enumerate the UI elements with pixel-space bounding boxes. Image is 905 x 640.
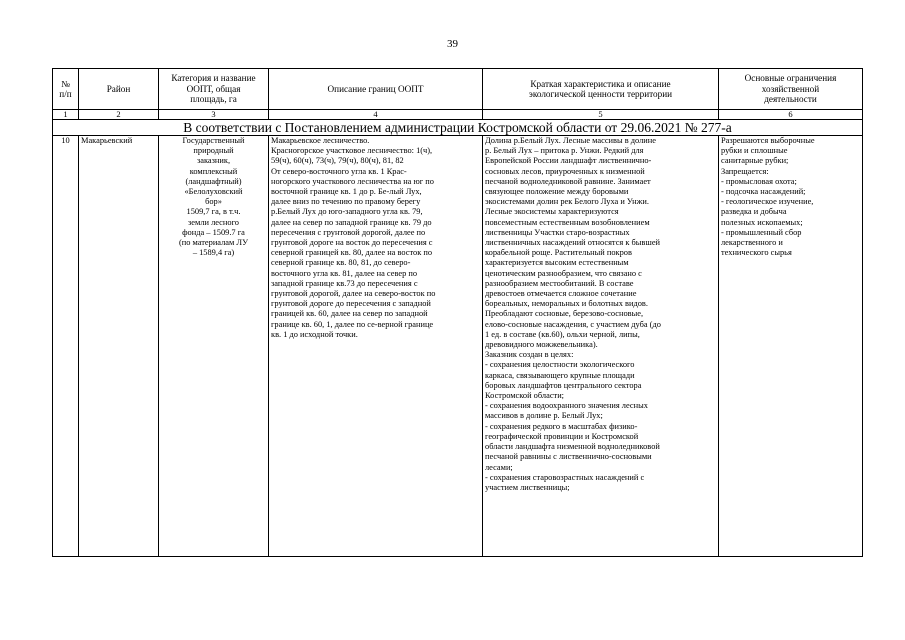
text-line: грунтовой дорогой, далее на северо-восток по	[271, 289, 436, 299]
text-line: лиственницы Участки старо-возрастных	[485, 227, 630, 237]
text-line: песчаной равнины с лиственнично-сосновыми	[485, 452, 652, 462]
column-numbers-row	[53, 110, 863, 120]
text-line: сосновых лесов, приуроченных к низменной	[485, 166, 645, 176]
text-line: лесами;	[485, 462, 513, 472]
header-line: деятельности	[764, 94, 817, 105]
text-line: пересечения с грунтовой дорогой, далее по	[271, 227, 426, 237]
boundaries-cell	[269, 136, 483, 557]
text-line: кв. 1 до исходной точки.	[271, 329, 358, 339]
protected-areas-table	[52, 68, 863, 557]
text-line: боровых ландшафтов центрального сектора	[485, 380, 642, 390]
text-line: лекарственного и	[721, 238, 783, 248]
text-line: комплексный	[189, 166, 238, 176]
text-line: р.Белый Лух до юго-западного угла кв. 79,	[271, 207, 423, 217]
header-line: Краткая характеристика и описание	[530, 78, 671, 89]
column-number: 2	[79, 110, 159, 120]
header-line: площадь, га	[190, 94, 237, 105]
text-line: восточного угла кв. 81, далее на север по	[271, 268, 418, 278]
header-line: Основные ограничения	[744, 73, 837, 84]
text-line: восточной границе кв. 1 до р. Бе-лый Лух,	[271, 187, 422, 197]
text-line: ногорского участкового лесничества на юг по	[271, 176, 434, 186]
text-line: массивов в долине р. Белый Лух;	[485, 411, 603, 421]
header-characteristics	[483, 69, 719, 110]
text-line: санитарные рубки;	[721, 156, 789, 166]
text-line: Запрещается:	[721, 166, 769, 176]
column-number: 6	[719, 110, 863, 120]
table-row	[53, 136, 863, 557]
header-line: п/п	[59, 89, 72, 99]
column-number: 5	[483, 110, 719, 120]
text-line: лиственничных насаждений относятся к бывшей	[485, 238, 661, 248]
text-line: ценотическим разнообразием, что связано с	[485, 268, 642, 278]
text-line: древостоев отмечается сложное сочетание	[485, 289, 637, 299]
district-cell: Макарьевский	[79, 136, 159, 557]
header-num	[53, 69, 79, 110]
text-line: области ландшафта низменной водноледниковой	[485, 442, 660, 452]
text-line: технического сырья	[721, 248, 792, 258]
text-line: грунтовой дороге до пересечения с западной	[271, 299, 431, 309]
text-line: заказник,	[196, 156, 231, 166]
text-line: характеризуется высоким естественным	[485, 258, 629, 268]
text-line: Макарьевское лесничество.	[271, 136, 370, 145]
text-line: – 1589,4 га)	[192, 248, 235, 258]
text-line: далее вниз по течению по правому берегу	[271, 197, 421, 207]
header-line: ООПТ, общая	[186, 83, 241, 94]
category-cell	[159, 136, 269, 557]
text-line: границей кв. 60, далее на север по западной	[271, 309, 428, 319]
text-line: - сохранения водоохранного значения лесных	[485, 401, 648, 411]
text-line: - промысловая охота;	[721, 176, 797, 186]
text-line: - подсочка насаждений;	[721, 187, 806, 197]
column-number: 4	[269, 110, 483, 120]
text-line: - сохранения редкого в масштабах физико-	[485, 421, 638, 431]
header-line: №	[61, 78, 70, 89]
text-line: связующее положение между боровыми	[485, 187, 629, 197]
text-line: повсеместным естественным возобновлением	[485, 217, 650, 227]
table-header-row	[53, 69, 863, 110]
text-line: северной границей кв. 80, далее на восток по	[271, 248, 433, 258]
text-line: Красногорское участковое лесничество: 1(ч),	[271, 146, 433, 156]
header-district	[79, 69, 159, 110]
text-line: Европейской России ландшафт лиственнично-	[485, 156, 652, 166]
text-line: бор»	[205, 197, 222, 207]
text-line: р. Белый Лух – притока р. Унжи. Редкий для	[485, 146, 644, 156]
text-line: Костромской области;	[485, 391, 565, 401]
text-line: древовидного можжевельника).	[485, 340, 598, 350]
header-line: Район	[106, 83, 131, 94]
text-line: - сохранения целостности экологического	[485, 360, 635, 370]
page-number: 39	[447, 38, 458, 50]
header-category	[159, 69, 269, 110]
row-number: 10	[53, 136, 79, 557]
text-line: (по материалам ЛУ	[178, 238, 249, 248]
text-line: Лесные экосистемы характеризуются	[485, 207, 619, 217]
text-line: 1509,7 га, в т.ч.	[186, 207, 241, 217]
text-line: 59(ч), 60(ч), 73(ч), 79(ч), 80(ч), 81, 82	[271, 156, 404, 166]
text-line: далее на север по западной границе кв. 79 до	[271, 217, 432, 227]
text-line: экосистемами долин рек Белого Луха и Унжи.	[485, 197, 649, 207]
text-line: От северо-восточного угла кв. 1 Крас-	[271, 166, 407, 176]
section-row	[53, 120, 863, 136]
header-line: хозяйственной	[761, 83, 820, 94]
characteristics-cell	[483, 136, 719, 557]
text-line: участием лиственницы;	[485, 482, 570, 492]
text-line: бореальных, неморальных и болотных видов.	[485, 299, 648, 309]
text-line: грунтовой дороге на восток до пересечения с	[271, 238, 433, 248]
header-line: Описание границ ООПТ	[327, 83, 424, 94]
text-line: - сохранения старовозрастных насаждений с	[485, 472, 645, 482]
text-line: - промышленный сбор	[721, 227, 802, 237]
text-line: разнообразием местообитаний. В составе	[485, 278, 634, 288]
text-line: земли лесного	[188, 217, 239, 227]
text-line: песчаной водноледниковой равнине. Занимает	[485, 176, 651, 186]
column-number: 3	[159, 110, 269, 120]
header-boundaries	[269, 69, 483, 110]
text-line: 1 ед. в составе (кв.60), ольхи черной, липы,	[485, 329, 640, 339]
text-line: рубки и сплошные	[721, 146, 788, 156]
text-line: западной границе кв.73 до пересечения с	[271, 278, 418, 288]
text-line: фонда – 1509.7 га	[182, 227, 245, 237]
text-line: (ландшафтный)	[185, 176, 242, 186]
text-line: «Белолуховский	[184, 187, 243, 197]
header-line: экологической ценности территории	[528, 89, 673, 99]
text-line: северной границе кв. 80, 81, до северо-	[271, 258, 411, 268]
restrictions-cell	[719, 136, 863, 557]
text-line: Долина р.Белый Лух. Лесные массивы в долине	[485, 136, 656, 145]
text-line: Заказник создан в целях:	[485, 350, 574, 360]
section-title: В соответствии с Постановлением администрации Костромской области от 29.06.2021 № 277-а	[53, 120, 863, 136]
text-line: Государственный	[182, 136, 245, 145]
text-line: границе кв. 60, 1, далее по се-верной границе	[271, 319, 434, 329]
text-line: природный	[193, 146, 234, 156]
header-line: Категория и название	[171, 73, 256, 84]
text-line: каркаса, связывающего крупные площади	[485, 370, 635, 380]
text-line: полезных ископаемых;	[721, 217, 803, 227]
text-line: - геологическое изучение,	[721, 197, 814, 207]
text-line: елово-сосновые насаждения, с участием дуба (до	[485, 319, 661, 329]
text-line: Преобладают сосновые, березово-сосновые,	[485, 309, 644, 319]
column-number: 1	[53, 110, 79, 120]
text-line: разведка и добыча	[721, 207, 787, 217]
text-line: Разрешаются выборочные	[721, 136, 815, 145]
text-line: географической провинции и Костромской	[485, 431, 639, 441]
header-restrictions	[719, 69, 863, 110]
text-line: корабельной роще. Растительный покров	[485, 248, 632, 258]
